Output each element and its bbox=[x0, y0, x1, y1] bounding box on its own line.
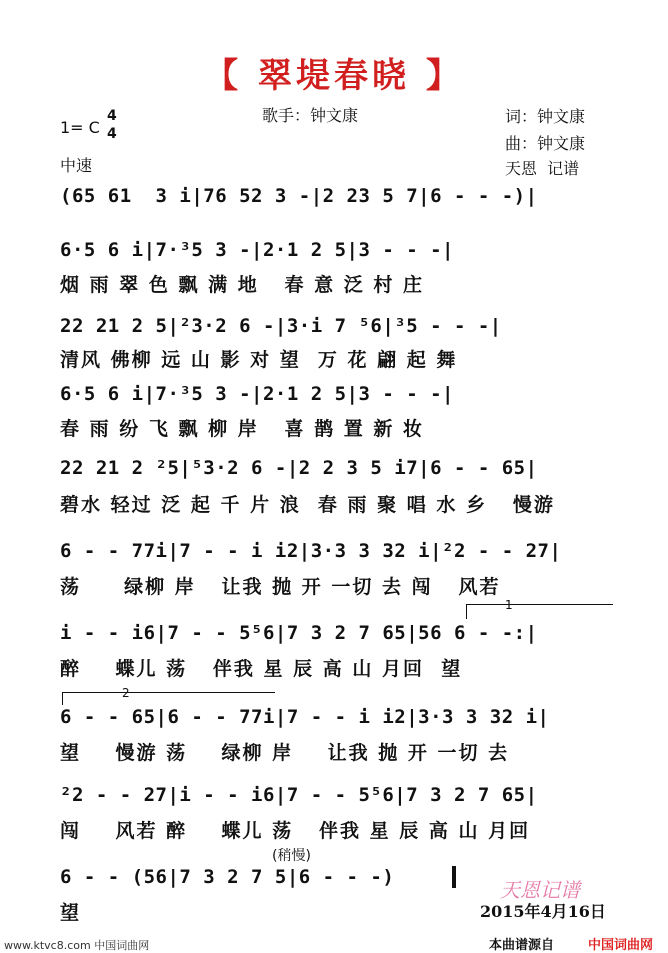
volta-1-bracket bbox=[466, 604, 613, 619]
transcription-date: 2015年4月16日 bbox=[480, 902, 606, 921]
lyric-row-9: 闯 风若 醉 蝶儿 荡 伴我 星 辰 高 山 月回 bbox=[60, 820, 531, 842]
composer-credit: 曲：钟文康 bbox=[505, 134, 586, 153]
lyric-row-2: 烟 雨 翠 色 飘 满 地 春 意 泛 村 庄 bbox=[60, 274, 424, 296]
lyric-row-7: 醉 蝶儿 荡 伴我 星 辰 高 山 月回 望 bbox=[60, 658, 463, 680]
notation-row-9: ²2 - - 27|i - - i6|7 - - 5⁵6|7 3 2 7 65| bbox=[60, 784, 538, 806]
notation-row-5: 22 21 2 ²5|⁵3·2 6 -|2 2 3 5 i7|6 - - 65| bbox=[60, 457, 538, 479]
volta-1-label: 1 bbox=[505, 598, 513, 612]
footer-website[interactable]: www.ktvc8.com 中国词曲网 bbox=[4, 939, 150, 952]
lyric-row-6: 荡 绿柳 岸 让我 抛 开 一切 去 闯 风若 bbox=[60, 576, 501, 598]
song-title: 【 翠堤春晓 】 bbox=[204, 56, 464, 96]
lyricist-credit: 词：钟文康 bbox=[505, 107, 586, 126]
tempo-mark: 中速 bbox=[60, 156, 93, 175]
lyric-row-5: 碧水 轻过 泛 起 千 片 浪 春 雨 聚 唱 水 乡 慢游 bbox=[60, 494, 555, 516]
notation-row-10: 6 - - (56|7 3 2 7 5|6 - - -) bbox=[60, 866, 395, 888]
volta-2-label: 2 bbox=[122, 686, 130, 700]
time-signature-top: 4 bbox=[107, 108, 117, 124]
footer-site-name[interactable]: 中国词曲网 bbox=[588, 938, 654, 953]
transcriber-credit: 天恩 记谱 bbox=[505, 159, 580, 178]
final-barline bbox=[452, 866, 456, 888]
lyric-row-3: 清风 佛柳 远 山 影 对 望 万 花 翩 起 舞 bbox=[60, 349, 458, 371]
notation-row-4: 6·5 6 i|7·³5 3 -|2·1 2 5|3 - - -| bbox=[60, 383, 454, 405]
time-signature-bottom: 4 bbox=[107, 126, 117, 142]
volta-2-bracket bbox=[62, 692, 275, 705]
key-signature: 1= C bbox=[60, 118, 100, 137]
notation-row-8: 6 - - 65|6 - - 77i|7 - - i i2|3·3 3 32 i| bbox=[60, 706, 550, 728]
notation-row-2: 6·5 6 i|7·³5 3 -|2·1 2 5|3 - - -| bbox=[60, 239, 454, 261]
singer-credit: 歌手：钟文康 bbox=[262, 106, 359, 125]
lyric-row-4: 春 雨 纷 飞 飘 柳 岸 喜 鹊 置 新 妆 bbox=[60, 418, 424, 440]
notation-row-7: i - - i6|7 - - 5⁵6|7 3 2 7 65|56 6 - -:| bbox=[60, 622, 538, 644]
lyric-row-8: 望 慢游 荡 绿柳 岸 让我 抛 开 一切 去 bbox=[60, 742, 510, 764]
footer-source-label: 本曲谱源自 bbox=[489, 938, 555, 953]
lyric-row-10: 望 bbox=[60, 902, 82, 924]
notation-row-3: 22 21 2 5|²3·2 6 -|3·i 7 ⁵6|³5 - - -| bbox=[60, 315, 502, 337]
notation-row-1: (65 61 3 i|76 52 3 -|2 23 5 7|6 - - -)| bbox=[60, 185, 538, 207]
notation-row-6: 6 - - 77i|7 - - i i2|3·3 3 32 i|²2 - - 27| bbox=[60, 540, 562, 562]
transcriber-stamp: 天恩记谱 bbox=[500, 878, 580, 902]
tempo-slow-mark: (稍慢) bbox=[272, 848, 311, 864]
